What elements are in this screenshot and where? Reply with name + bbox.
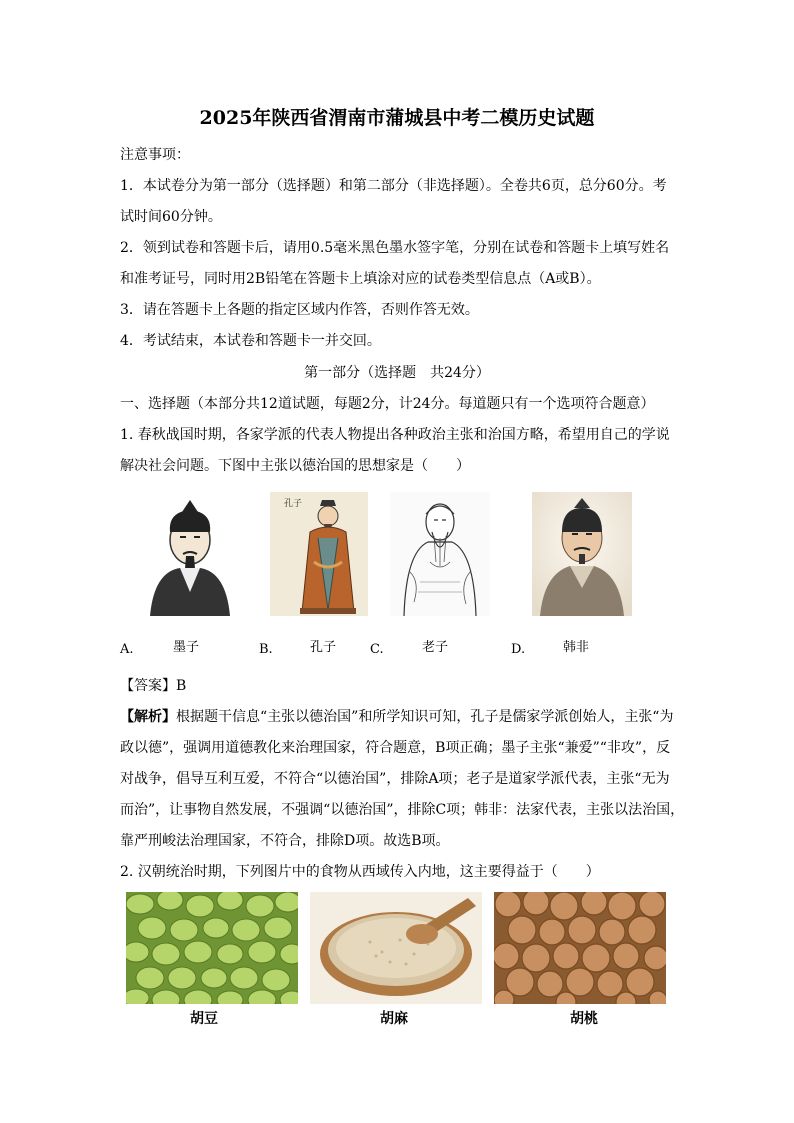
option-b-letter: B. — [259, 642, 273, 657]
notice-2a: 2．领到试卷和答题卡后，请用0.5毫米黑色墨水签字笔，分别在试卷和答题卡上填写姓名 — [120, 240, 670, 256]
q1-stem-a: 1. 春秋战国时期，各家学派的代表人物提出各种政治主张和治国方略，希望用自己的学说 — [120, 427, 670, 443]
analysis-label: 【解析】 — [120, 709, 176, 725]
caption-hutao: 胡桃 — [570, 1011, 598, 1027]
photo-broad-beans — [126, 892, 298, 1004]
q1-analysis-line-1 — [120, 707, 673, 727]
option-a-letter: A. — [120, 642, 134, 657]
photo-sesame — [310, 892, 482, 1004]
notice-1b: 试时间60分钟。 — [120, 209, 222, 225]
notice-4: 4．考试结束，本试卷和答题卡一并交回。 — [120, 333, 381, 349]
option-c-letter: C. — [370, 642, 384, 657]
q1-analysis-line-3: 对战争，倡导互利互爱，不符合“以德治国”，排除A项；老子是道家学派代表，主张“无为 — [120, 771, 670, 787]
notice-3: 3．请在答题卡上各题的指定区域内作答，否则作答无效。 — [120, 302, 479, 318]
part-title: 第一部分（选择题 共24分） — [304, 365, 490, 381]
caption-huma: 胡麻 — [380, 1011, 408, 1027]
photo-walnuts — [494, 892, 666, 1004]
q2-stem: 2. 汉朝统治时期，下列图片中的食物从西域传入内地，这主要得益于（ ） — [120, 864, 600, 880]
option-d-name: 韩非 — [563, 640, 590, 655]
option-b-name: 孔子 — [310, 640, 337, 655]
notice-2b: 和准考证号，同时用2B铅笔在答题卡上填涂对应的试卷类型信息点（A或B）。 — [120, 271, 601, 287]
confucius-image-label: 孔子 — [284, 499, 303, 509]
notice-1a: 1．本试卷分为第一部分（选择题）和第二部分（非选择题）。全卷共6页，总分60分。考 — [120, 178, 667, 194]
q1-analysis-line-5: 靠严刑峻法治理国家，不符合，排除D项。故选B项。 — [120, 833, 450, 849]
q1-answer: 【答案】B — [120, 678, 187, 694]
page-title: 2025年陕西省渭南市蒲城县中考二模历史试题 — [199, 107, 595, 129]
portrait-mozi — [140, 492, 240, 616]
q1-analysis-line-2: 政以德”，强调用道德教化来治理国家，符合题意，B项正确；墨子主张“兼爱”“非攻”，反 — [120, 740, 671, 756]
option-d-letter: D. — [511, 642, 526, 657]
analysis-text-1: 根据题干信息“主张以德治国”和所学知识可知，孔子是儒家学派创始人，主张“为 — [176, 709, 674, 725]
portrait-laozi — [390, 492, 490, 616]
q1-analysis-line-4: 而治”，让事物自然发展，不强调“以德治国”，排除C项；韩非：法家代表，主张以法治国， — [120, 802, 685, 818]
notice-header: 注意事项： — [120, 147, 190, 163]
q1-stem-b: 解决社会问题。下图中主张以德治国的思想家是（ ） — [120, 458, 470, 474]
section-heading: 一、选择题（本部分共12道试题，每题2分，计24分。每道题只有一个选项符合题意） — [120, 396, 655, 412]
caption-hudou: 胡豆 — [190, 1011, 218, 1027]
portrait-hanfei — [532, 492, 632, 616]
option-c-name: 老子 — [422, 640, 449, 655]
option-a-name: 墨子 — [173, 640, 200, 655]
portrait-confucius — [270, 492, 368, 616]
